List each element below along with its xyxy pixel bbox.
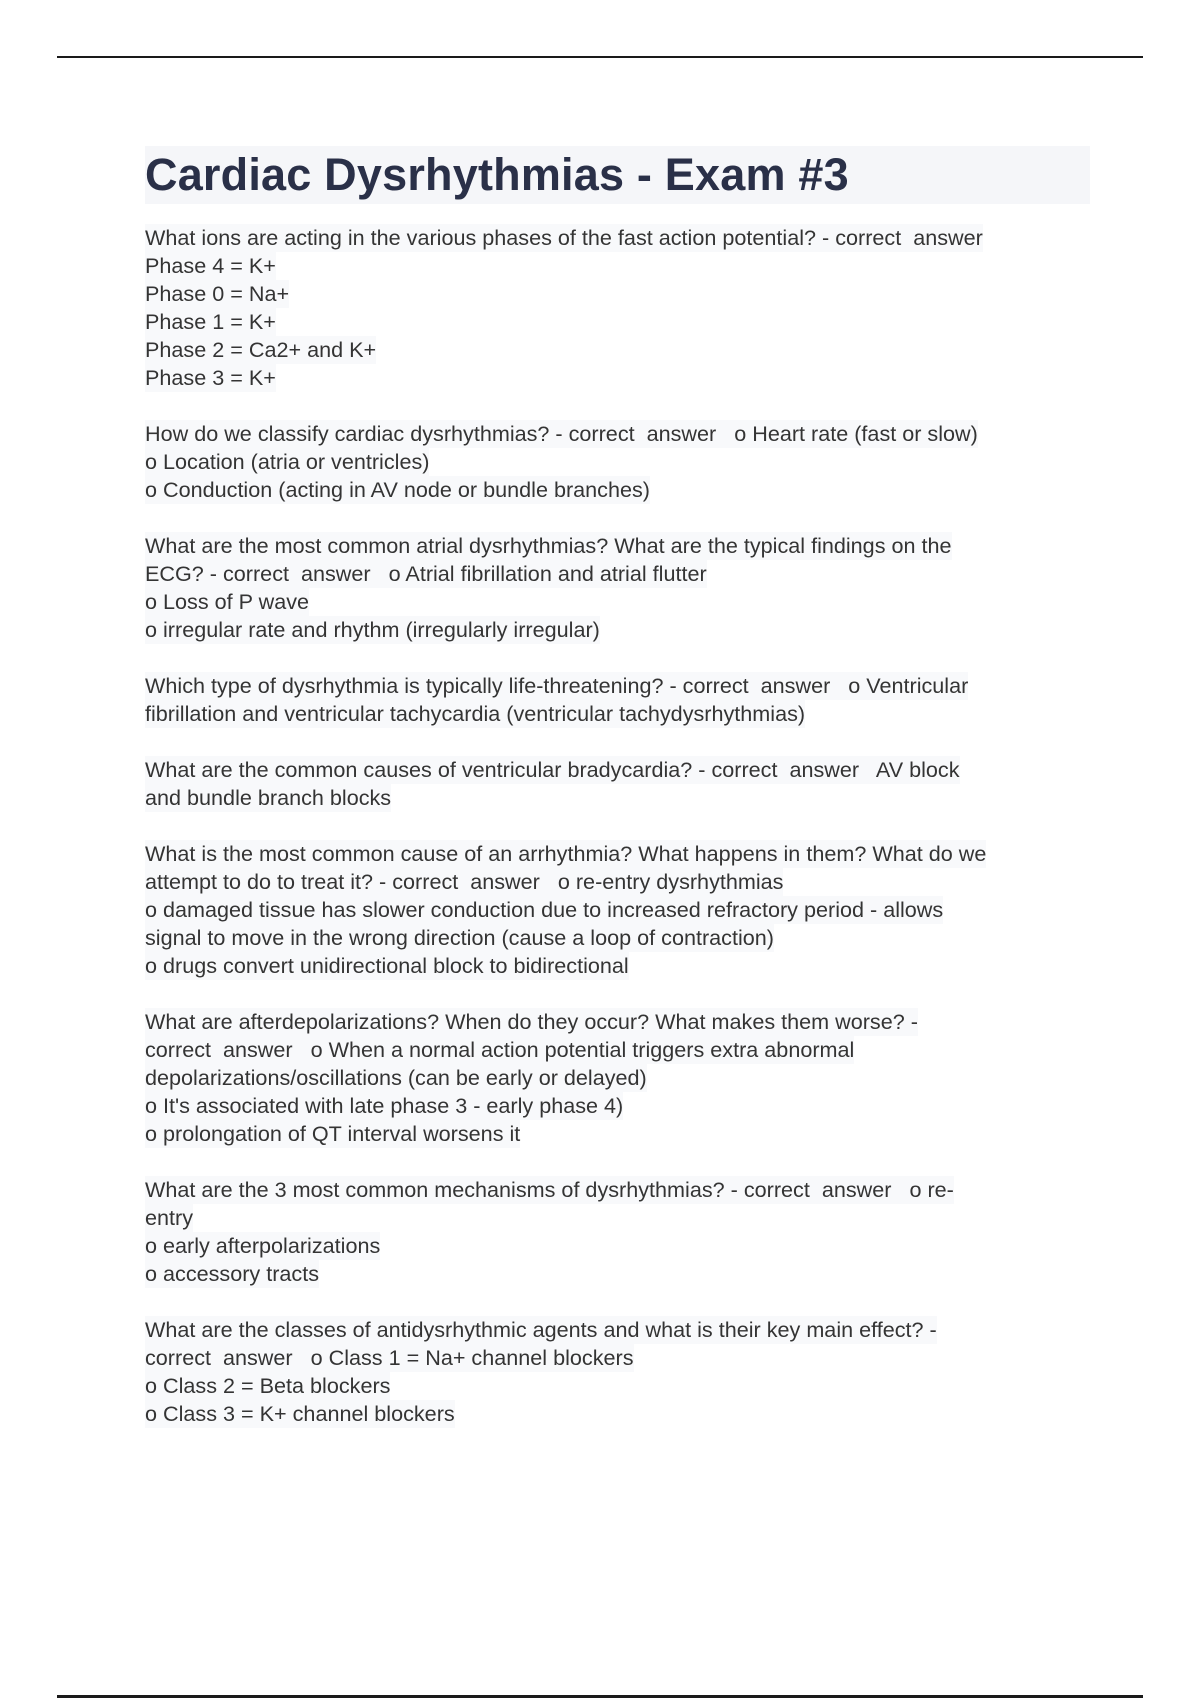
qa-entry-1 bbox=[145, 224, 1090, 392]
qa-entry-7 bbox=[145, 1008, 1090, 1148]
page-title: Cardiac Dysrhythmias - Exam #3 bbox=[145, 146, 1090, 204]
question-text: How do we classify cardiac dysrhythmias? - correct answer o Heart rate (fast or slow) bbox=[145, 421, 978, 446]
answer-line: o Conduction (acting in AV node or bundle branches) bbox=[145, 477, 650, 502]
answer-line: Phase 3 = K+ bbox=[145, 365, 276, 390]
qa-entry-3 bbox=[145, 532, 1090, 644]
question-text: What are the most common atrial dysrhythmias? What are the typical findings on the bbox=[145, 533, 952, 558]
qa-entry-5 bbox=[145, 756, 1090, 812]
answer-line: Phase 1 = K+ bbox=[145, 309, 276, 334]
qa-list bbox=[145, 224, 1090, 1428]
qa-entry-4 bbox=[145, 672, 1090, 728]
answer-line: o Class 2 = Beta blockers bbox=[145, 1373, 391, 1398]
question-text: correct answer o When a normal action potential triggers extra abnormal bbox=[145, 1037, 855, 1062]
document-body bbox=[145, 146, 1090, 1428]
answer-line: o early afterpolarizations bbox=[145, 1233, 381, 1258]
question-text: What are the 3 most common mechanisms of dysrhythmias? - correct answer o re- bbox=[145, 1177, 954, 1202]
question-text: What are afterdepolarizations? When do they occur? What makes them worse? - bbox=[145, 1009, 918, 1034]
answer-line: o It's associated with late phase 3 - early phase 4) bbox=[145, 1093, 624, 1118]
answer-line: o Loss of P wave bbox=[145, 589, 310, 614]
answer-line: o accessory tracts bbox=[145, 1261, 320, 1286]
answer-line: Phase 4 = K+ bbox=[145, 253, 276, 278]
question-text: Which type of dysrhythmia is typically life-threatening? - correct answer o Ventricular bbox=[145, 673, 969, 698]
answer-line: o damaged tissue has slower conduction due to increased refractory period - allows bbox=[145, 897, 944, 922]
answer-line: entry bbox=[145, 1205, 194, 1230]
answer-line: Phase 2 = Ca2+ and K+ bbox=[145, 337, 377, 362]
answer-line: Phase 0 = Na+ bbox=[145, 281, 290, 306]
answer-line: o irregular rate and rhythm (irregularly irregular) bbox=[145, 617, 600, 642]
top-rule bbox=[57, 56, 1143, 58]
answer-line: o Class 3 = K+ channel blockers bbox=[145, 1401, 455, 1426]
answer-line: and bundle branch blocks bbox=[145, 785, 392, 810]
qa-entry-9 bbox=[145, 1316, 1090, 1428]
qa-entry-8 bbox=[145, 1176, 1090, 1288]
question-text: attempt to do to treat it? - correct answer o re-entry dysrhythmias bbox=[145, 869, 784, 894]
question-text: What are the common causes of ventricular bradycardia? - correct answer AV block bbox=[145, 757, 960, 782]
answer-line: o Location (atria or ventricles) bbox=[145, 449, 430, 474]
bottom-rule bbox=[57, 1695, 1143, 1698]
question-text: ECG? - correct answer o Atrial fibrillation and atrial flutter bbox=[145, 561, 707, 586]
answer-line: o prolongation of QT interval worsens it bbox=[145, 1121, 521, 1146]
qa-entry-2 bbox=[145, 420, 1090, 504]
qa-entry-6 bbox=[145, 840, 1090, 980]
question-text: What are the classes of antidysrhythmic agents and what is their key main effect? - bbox=[145, 1317, 937, 1342]
answer-line: signal to move in the wrong direction (cause a loop of contraction) bbox=[145, 925, 774, 950]
answer-line: o drugs convert unidirectional block to bidirectional bbox=[145, 953, 629, 978]
answer-line: fibrillation and ventricular tachycardia (ventricular tachydysrhythmias) bbox=[145, 701, 806, 726]
question-text: correct answer o Class 1 = Na+ channel blockers bbox=[145, 1345, 634, 1370]
answer-line: depolarizations/oscillations (can be early or delayed) bbox=[145, 1065, 647, 1090]
question-text: What ions are acting in the various phases of the fast action potential? - correct answer bbox=[145, 225, 983, 250]
question-text: What is the most common cause of an arrhythmia? What happens in them? What do we bbox=[145, 841, 987, 866]
